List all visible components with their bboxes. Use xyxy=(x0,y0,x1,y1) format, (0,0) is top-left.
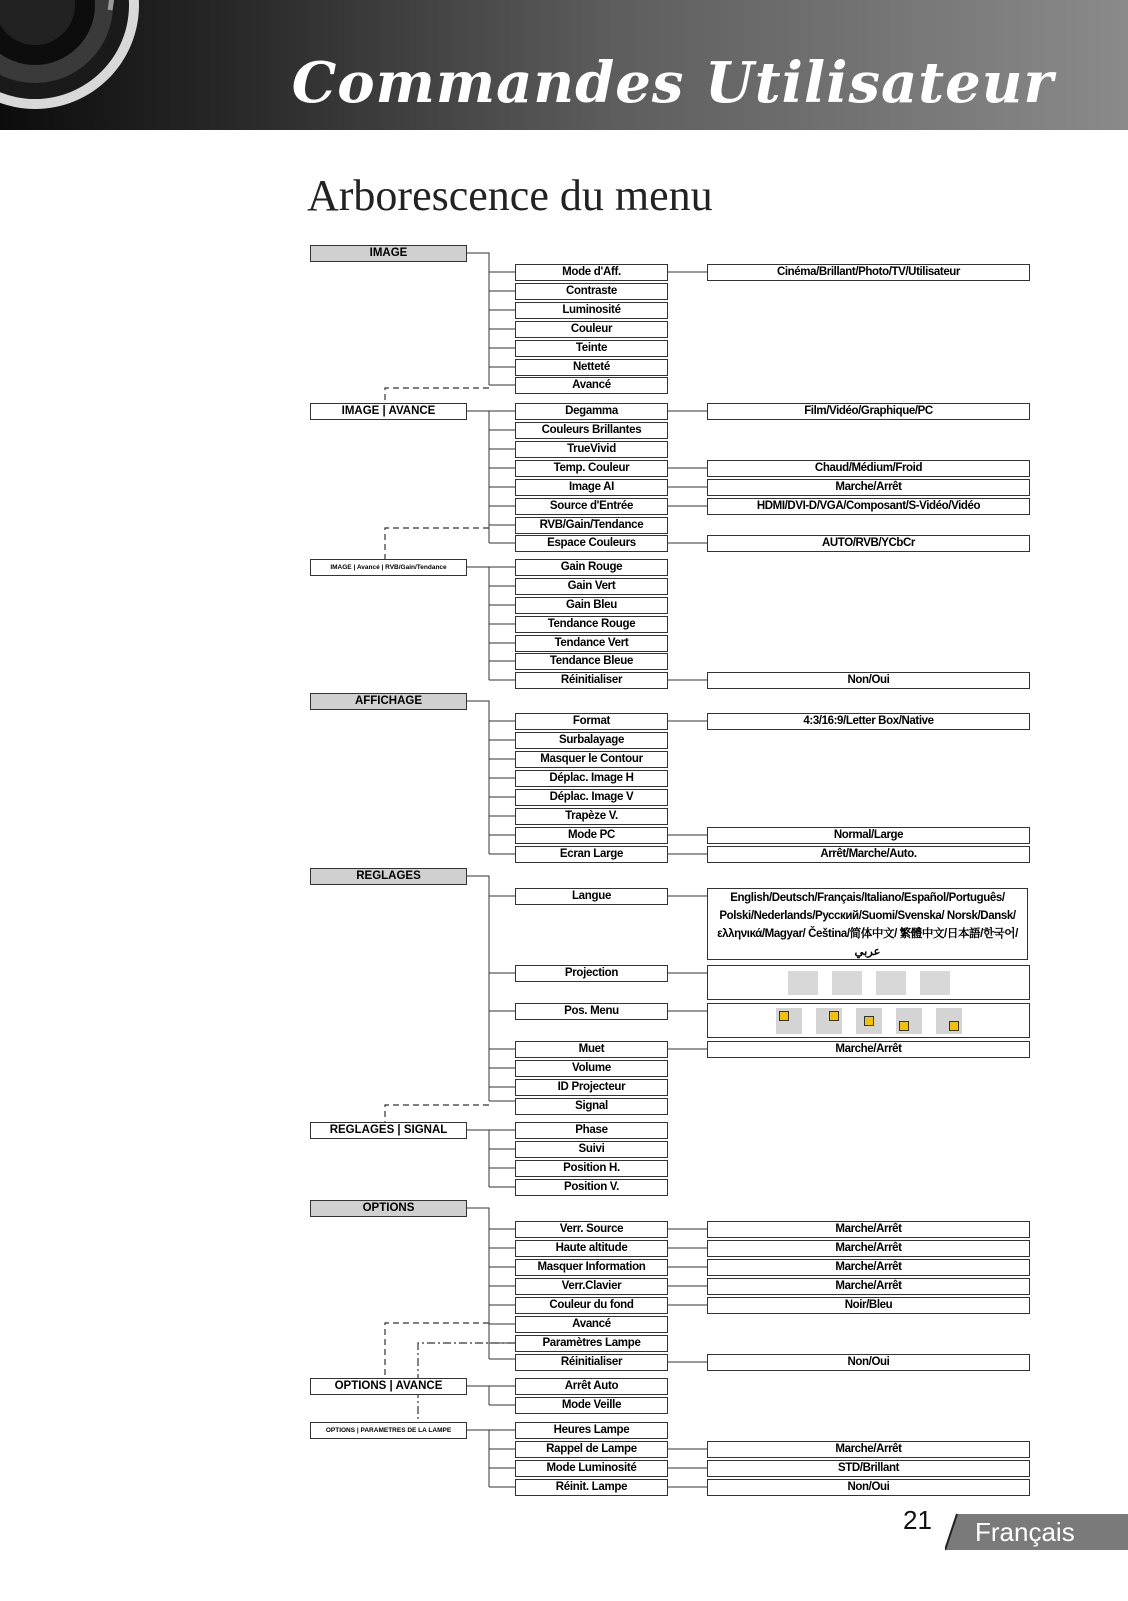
menu-item: Langue xyxy=(515,888,668,905)
menu-item: Suivi xyxy=(515,1141,668,1158)
menu-value: 4:3/16:9/Letter Box/Native xyxy=(707,713,1030,730)
menu-item: Paramètres Lampe xyxy=(515,1335,668,1352)
menu-value: Film/Vidéo/Graphique/PC xyxy=(707,403,1030,420)
menu-value: Noir/Bleu xyxy=(707,1297,1030,1314)
menu-item: Masquer le Contour xyxy=(515,751,668,768)
menu-item: Masquer Information xyxy=(515,1259,668,1276)
menu-value: Cinéma/Brillant/Photo/TV/Utilisateur xyxy=(707,264,1030,281)
menu-item: Surbalayage xyxy=(515,732,668,749)
menu-header-options-lampe: OPTIONS | PARAMETRES DE LA LAMPE xyxy=(310,1422,467,1439)
menu-item: Gain Rouge xyxy=(515,559,668,576)
projection-icons xyxy=(707,965,1030,1000)
projection-front-ceiling-icon xyxy=(876,971,906,995)
menu-item: Tendance Rouge xyxy=(515,616,668,633)
menu-item: Déplac. Image V xyxy=(515,789,668,806)
menu-value-langue: English/Deutsch/Français/Italiano/Español/Português/ Polski/Nederlands/Русский/Suomi/Svenska/ Norsk/Dansk/ελληνικά/Magyar/ Čeština/简体中文/ 繁體中文/日本語/한국어/عربي xyxy=(707,888,1028,960)
menu-item: Couleur xyxy=(515,321,668,338)
menu-value: Marche/Arrêt xyxy=(707,1278,1030,1295)
menu-item: Avancé xyxy=(515,1316,668,1333)
menu-item: Déplac. Image H xyxy=(515,770,668,787)
menu-item: Couleur du fond xyxy=(515,1297,668,1314)
menu-item: Haute altitude xyxy=(515,1240,668,1257)
menu-item: Mode Veille xyxy=(515,1397,668,1414)
menu-header-reglages: REGLAGES xyxy=(310,868,467,885)
menu-value: HDMI/DVI-D/VGA/Composant/S-Vidéo/Vidéo xyxy=(707,498,1030,515)
footer-language-label: Français xyxy=(975,1517,1075,1547)
menu-header-image: IMAGE xyxy=(310,245,467,262)
menu-item: Position H. xyxy=(515,1160,668,1177)
menu-item: ID Projecteur xyxy=(515,1079,668,1096)
menu-item: Réinit. Lampe xyxy=(515,1479,668,1496)
menu-item: Ecran Large xyxy=(515,846,668,863)
menu-item: Projection xyxy=(515,965,668,982)
menu-value: AUTO/RVB/YCbCr xyxy=(707,535,1030,552)
page-header-title: Commandes Utilisateur xyxy=(291,50,1054,116)
menu-header-affichage: AFFICHAGE xyxy=(310,693,467,710)
menu-value: Arrêt/Marche/Auto. xyxy=(707,846,1030,863)
menu-item: Format xyxy=(515,713,668,730)
menu-value: Normal/Large xyxy=(707,827,1030,844)
menu-position-bottom-right-icon xyxy=(936,1008,962,1034)
menu-item: Rappel de Lampe xyxy=(515,1441,668,1458)
menu-item: Muet xyxy=(515,1041,668,1058)
menu-item: Source d'Entrée xyxy=(515,498,668,515)
menu-item: Volume xyxy=(515,1060,668,1077)
menu-value: Marche/Arrêt xyxy=(707,1221,1030,1238)
menu-position-bottom-left-icon xyxy=(896,1008,922,1034)
menu-item: Avancé xyxy=(515,377,668,394)
menu-item: Réinitialiser xyxy=(515,672,668,689)
menu-item: Verr.Clavier xyxy=(515,1278,668,1295)
menu-item: Luminosité xyxy=(515,302,668,319)
menu-item: TrueVivid xyxy=(515,441,668,458)
menu-item: Arrêt Auto xyxy=(515,1378,668,1395)
menu-item: Couleurs Brillantes xyxy=(515,422,668,439)
menu-value: STD/Brillant xyxy=(707,1460,1030,1477)
menu-item: Espace Couleurs xyxy=(515,535,668,552)
menu-item: Degamma xyxy=(515,403,668,420)
menu-item: Tendance Bleue xyxy=(515,653,668,670)
menu-value: Marche/Arrêt xyxy=(707,1259,1030,1276)
projection-front-desktop-icon xyxy=(788,971,818,995)
menu-value: Non/Oui xyxy=(707,1479,1030,1496)
section-title: Arborescence du menu xyxy=(307,171,713,220)
menu-value: Chaud/Médium/Froid xyxy=(707,460,1030,477)
menu-header-image-avance: IMAGE | AVANCE xyxy=(310,403,467,420)
menu-item: Image AI xyxy=(515,479,668,496)
menu-position-top-right-icon xyxy=(816,1008,842,1034)
menu-header-options-avance: OPTIONS | AVANCE xyxy=(310,1378,467,1395)
menu-item: Contraste xyxy=(515,283,668,300)
page-number: 21 xyxy=(903,1505,932,1535)
menu-item: Signal xyxy=(515,1098,668,1115)
menu-item: Mode Luminosité xyxy=(515,1460,668,1477)
menu-header-reglages-signal: REGLAGES | SIGNAL xyxy=(310,1122,467,1139)
menu-value: Marche/Arrêt xyxy=(707,1441,1030,1458)
menu-item: Pos. Menu xyxy=(515,1003,668,1020)
menu-item: Position V. xyxy=(515,1179,668,1196)
menu-item: Teinte xyxy=(515,340,668,357)
menu-value: Marche/Arrêt xyxy=(707,1240,1030,1257)
menu-position-icons xyxy=(707,1003,1030,1038)
menu-value: Marche/Arrêt xyxy=(707,1041,1030,1058)
menu-item: Trapèze V. xyxy=(515,808,668,825)
menu-value: Marche/Arrêt xyxy=(707,479,1030,496)
projection-rear-ceiling-icon xyxy=(920,971,950,995)
menu-item: Gain Vert xyxy=(515,578,668,595)
menu-item: Phase xyxy=(515,1122,668,1139)
menu-item: Tendance Vert xyxy=(515,635,668,652)
menu-header-options: OPTIONS xyxy=(310,1200,467,1217)
menu-value: Non/Oui xyxy=(707,1354,1030,1371)
menu-value: Non/Oui xyxy=(707,672,1030,689)
menu-item: Netteté xyxy=(515,359,668,376)
menu-item: RVB/Gain/Tendance xyxy=(515,517,668,534)
projection-rear-desktop-icon xyxy=(832,971,862,995)
menu-item: Mode d'Aff. xyxy=(515,264,668,281)
menu-item: Mode PC xyxy=(515,827,668,844)
menu-header-rvb: IMAGE | Avancé | RVB/Gain/Tendance xyxy=(310,559,467,576)
menu-item: Réinitialiser xyxy=(515,1354,668,1371)
menu-position-top-left-icon xyxy=(776,1008,802,1034)
menu-item: Temp. Couleur xyxy=(515,460,668,477)
menu-item: Gain Bleu xyxy=(515,597,668,614)
menu-item: Heures Lampe xyxy=(515,1422,668,1439)
menu-position-center-icon xyxy=(856,1008,882,1034)
menu-item: Verr. Source xyxy=(515,1221,668,1238)
